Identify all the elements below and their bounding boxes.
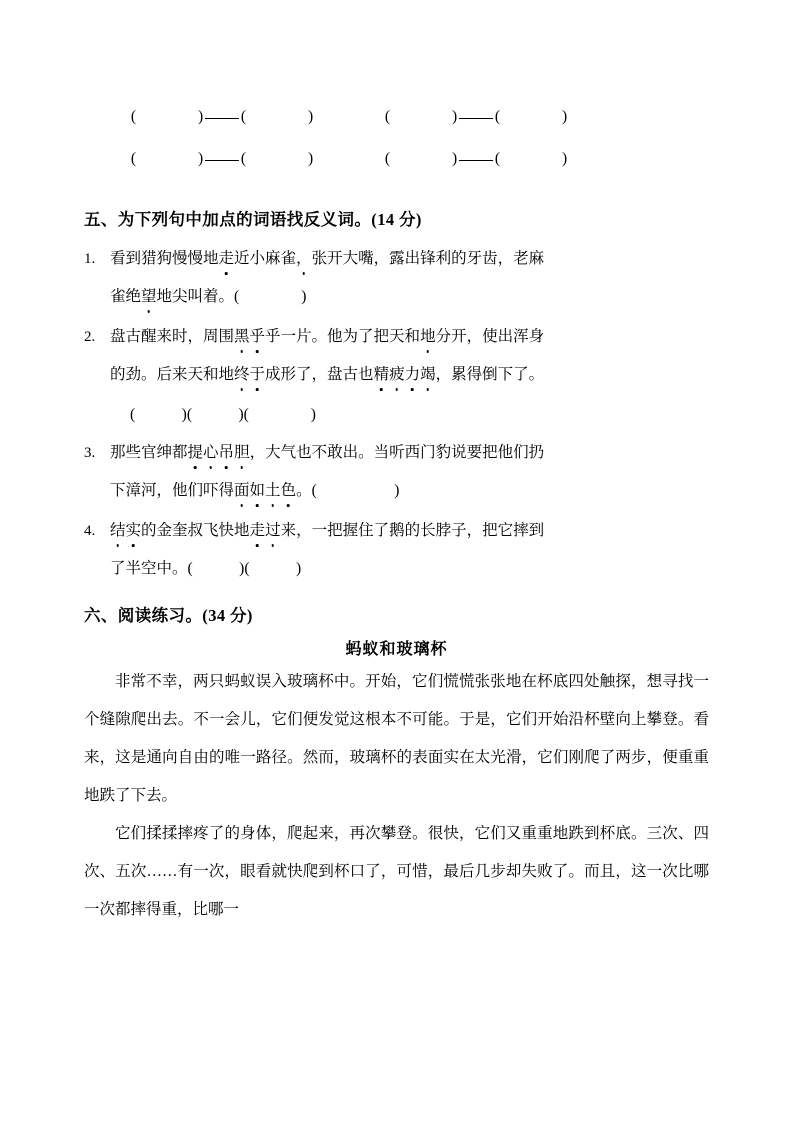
question-item [84, 434, 709, 510]
matching-pair[interactable] [384, 150, 568, 168]
matching-pair[interactable] [130, 150, 314, 168]
answer-blanks[interactable]: ( )( )( ) [130, 406, 316, 423]
question-number: 4. [84, 523, 96, 539]
passage-paragraph: 非常不幸，两只蚂蚁误入玻璃杯中。开始，它们慌慌张张地在杯底四处触探，想寻找一个缝隙爬出去。不一会儿，它们便发觉这根本不可能。于是，它们开始沿杯壁向上攀登。看来，这是通向自由的唯一路径。然而，玻璃杯的表面实在太光滑，它们刚爬了两步，便重重地跌了下去。 [84, 673, 709, 804]
question-line: 看到猎狗慢慢地走近小麻雀，张开大嘴，露出锋利的牙齿，老麻 [110, 240, 709, 278]
reading-passage [84, 663, 709, 929]
question-item [84, 318, 709, 394]
question-line: 那些官绅都提心吊胆，大气也不敢出。当听西门豹说要把他们扔 [110, 434, 709, 472]
matching-pair[interactable] [130, 108, 314, 126]
question-line: 结实的金奎叔飞快地走过来，一把握住了鹅的长脖子，把它摔到 [110, 512, 709, 550]
question-line: 盘古醒来时，周围黑乎乎一片。他为了把天和地分开，使出浑身 [110, 318, 709, 356]
blank-parentheses[interactable]: ( ) [130, 108, 204, 125]
question-item [84, 512, 709, 588]
section-five-heading: 五、为下列句中加点的词语找反义词。(14 分) [84, 210, 422, 229]
matching-pair[interactable] [384, 108, 568, 126]
question-number: 2. [84, 329, 96, 345]
question-text [110, 434, 709, 510]
connector-line [459, 118, 493, 119]
section-six-heading: 六、阅读练习。(34 分) [84, 606, 253, 625]
question-text [110, 512, 709, 588]
passage-title: 蚂蚁和玻璃杯 [345, 641, 448, 658]
matching-pairs-row [84, 138, 709, 180]
question-line: 雀绝望地尖叫着。( ) [110, 278, 709, 316]
blank-parentheses[interactable]: ( ) [494, 150, 568, 167]
question-text [110, 240, 709, 316]
connector-line [205, 160, 239, 161]
passage-paragraph: 它们揉揉摔疼了的身体，爬起来，再次攀登。很快，它们又重重地跌到杯底。三次、四次、五次……有一次，眼看就快爬到杯口了，可惜，最后几步却失败了。而且，这一次比哪一次都摔得重，比哪一 [84, 825, 709, 918]
blank-parentheses[interactable]: ( ) [240, 108, 314, 125]
question-number: 3. [84, 445, 96, 461]
question-item [84, 240, 709, 316]
blank-parentheses[interactable]: ( ) [384, 108, 458, 125]
question-number: 1. [84, 251, 96, 267]
question-line: 下漳河，他们吓得面如土色。( ) [110, 472, 709, 510]
matching-pairs-row [84, 96, 709, 138]
matching-pairs-block [84, 96, 709, 180]
question-text [110, 318, 709, 394]
blank-parentheses[interactable]: ( ) [494, 108, 568, 125]
blank-parentheses[interactable]: ( ) [130, 150, 204, 167]
question-line: 了半空中。( )( ) [110, 560, 302, 577]
blank-parentheses[interactable]: ( ) [240, 150, 314, 167]
connector-line [205, 118, 239, 119]
connector-line [459, 160, 493, 161]
question-line: 的劲。后来天和地终于成形了，盘古也精疲力竭，累得倒下了。 [110, 356, 709, 394]
blank-parentheses[interactable]: ( ) [384, 150, 458, 167]
